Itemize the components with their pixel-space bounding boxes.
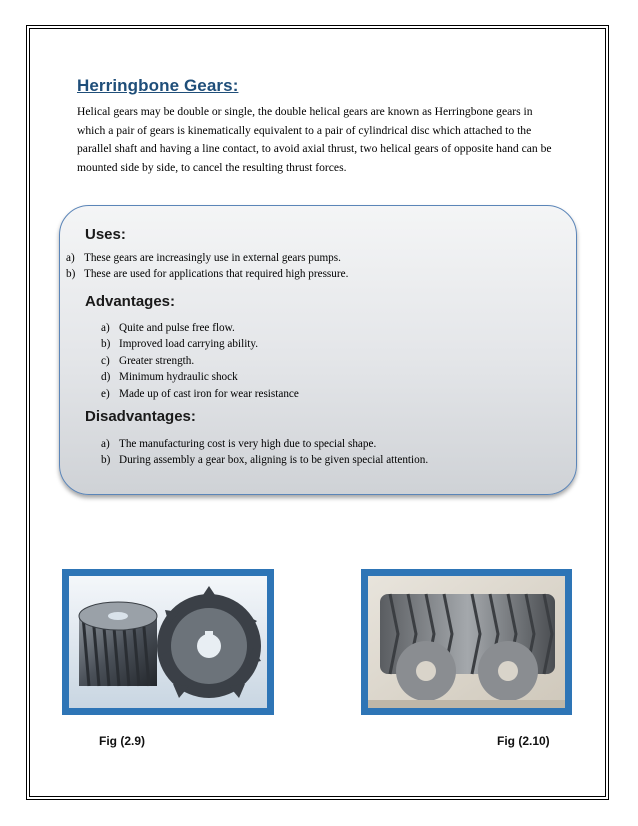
uses-heading: Uses: — [85, 226, 126, 243]
list-item: e) Made up of cast iron for wear resistance — [101, 387, 299, 400]
page-title: Herringbone Gears: — [77, 76, 239, 95]
figure-2-9-image — [62, 569, 274, 715]
advantages-list — [101, 320, 299, 402]
list-item: c) Greater strength. — [101, 354, 195, 367]
list-item: a) These gears are increasingly use in external gears pumps. — [66, 252, 341, 264]
advantages-heading: Advantages: — [85, 293, 176, 310]
list-item: d) Minimum hydraulic shock — [101, 371, 238, 384]
list-item: a) The manufacturing cost is very high due to special shape. — [101, 438, 377, 450]
list-item: b) Improved load carrying ability. — [101, 338, 259, 351]
disadvantages-heading: Disadvantages: — [85, 408, 196, 425]
uses-list — [66, 250, 348, 283]
intro-paragraph: Helical gears may be double or single, the double helical gears are known as Herringbone gears in which a pair of gears is kinematically equivalent to a pair of cylindrical disc which attached to the parallel shaft and having a line contact, to avoid axial thrust, two helical gears of opposite hand can be mounted side by side, to cancel the resulting thrust forces. — [77, 105, 552, 174]
helical-gears-photo — [69, 576, 267, 708]
list-item: b) These are used for applications that required high pressure. — [66, 268, 349, 281]
list-item: a) Quite and pulse free flow. — [101, 322, 235, 334]
herringbone-gears-photo — [368, 576, 565, 708]
figure-2-10-caption: Fig (2.10) — [497, 734, 550, 748]
list-item: b) During assembly a gear box, aligning is to be given special attention. — [101, 454, 429, 467]
disadvantages-list — [101, 436, 428, 469]
figure-2-10-image — [361, 569, 572, 715]
figure-2-9-caption: Fig (2.9) — [99, 734, 146, 748]
